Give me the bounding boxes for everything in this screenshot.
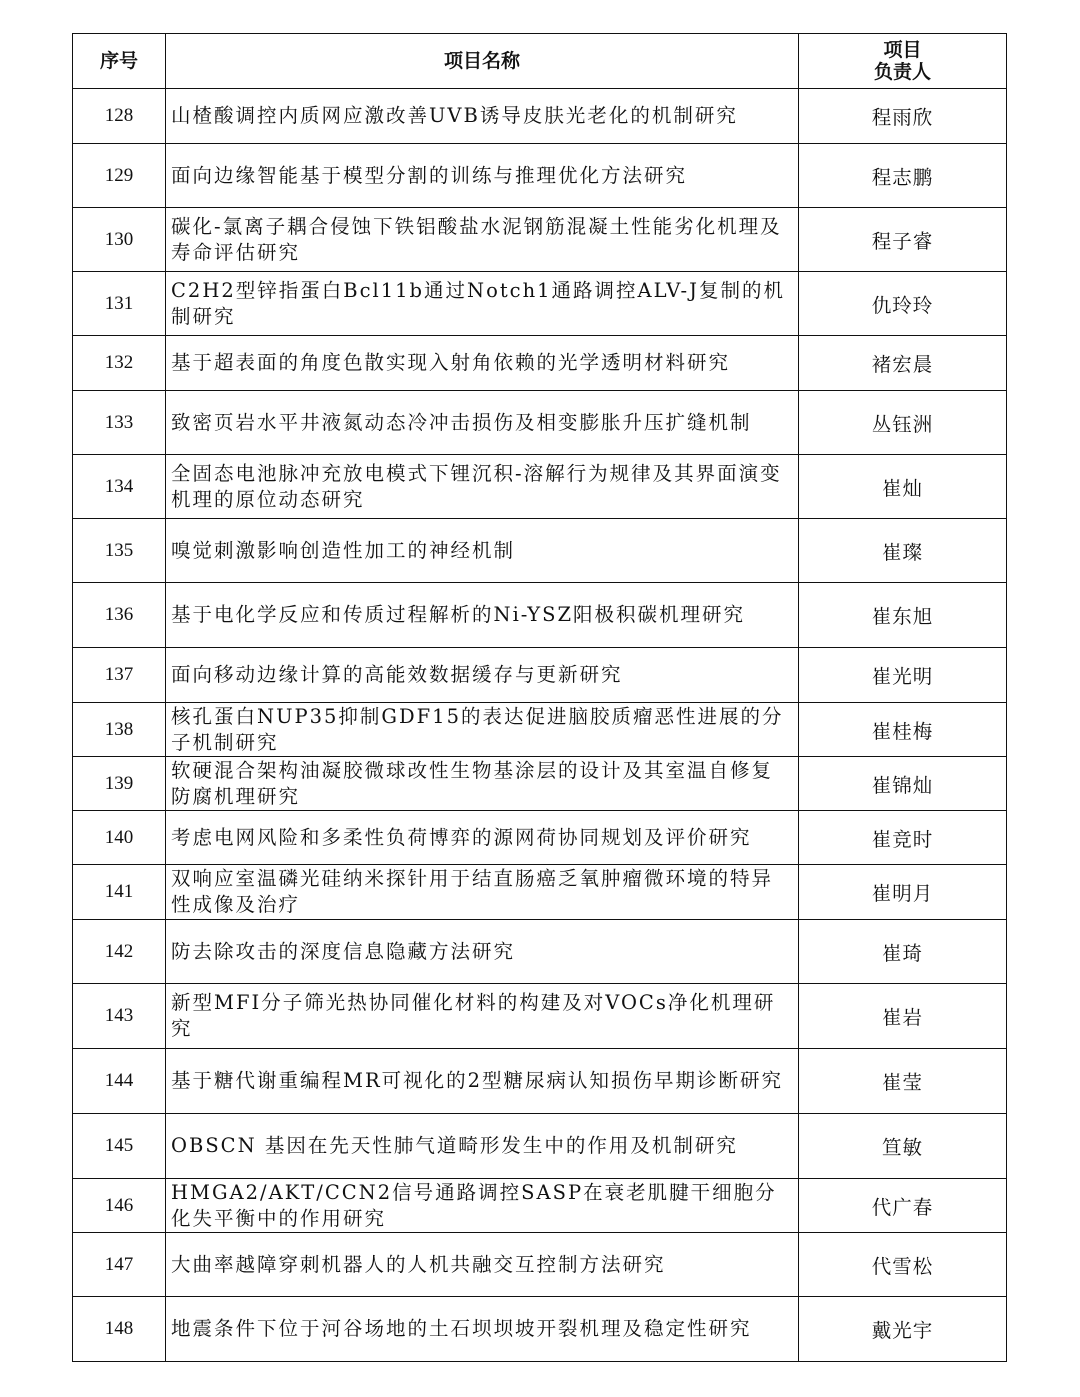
row-serial-number: 139: [73, 757, 166, 811]
table-row: [73, 455, 1007, 519]
table-row: [73, 208, 1007, 272]
row-project-lead: 崔光明: [799, 648, 1007, 703]
row-project-lead: 褚宏晨: [799, 336, 1007, 391]
row-serial-number: 133: [73, 391, 166, 455]
row-serial-number: 132: [73, 336, 166, 391]
header-project-lead-line1: 项目: [883, 39, 922, 61]
row-project-lead: 崔明月: [799, 865, 1007, 920]
row-project-lead: 代雪松: [799, 1233, 1007, 1297]
row-project-name: 双响应室温磷光硅纳米探针用于结直肠癌乏氧肿瘤微环境的特异性成像及治疗: [166, 865, 799, 920]
row-project-name: 软硬混合架构油凝胶微球改性生物基涂层的设计及其室温自修复防腐机理研究: [166, 757, 799, 811]
row-serial-number: 130: [73, 208, 166, 272]
table-row: [73, 391, 1007, 455]
table-row: [73, 1297, 1007, 1362]
row-project-name: 碳化-氯离子耦合侵蚀下铁铝酸盐水泥钢筋混凝土性能劣化机理及寿命评估研究: [166, 208, 799, 272]
table-row: [73, 89, 1007, 144]
table-row: [73, 1233, 1007, 1297]
table-row: [73, 811, 1007, 865]
table-row: [73, 757, 1007, 811]
table-row: [73, 1049, 1007, 1114]
row-project-lead: 程子睿: [799, 208, 1007, 272]
table-row: [73, 336, 1007, 391]
row-serial-number: 135: [73, 519, 166, 583]
table-row: [73, 144, 1007, 208]
row-project-name: 嗅觉刺激影响创造性加工的神经机制: [166, 519, 799, 583]
row-project-lead: 戴光宇: [799, 1297, 1007, 1362]
row-project-lead: 丛钰洲: [799, 391, 1007, 455]
row-project-name: 基于糖代谢重编程MR可视化的2型糖尿病认知损伤早期诊断研究: [166, 1049, 799, 1114]
project-table: [72, 33, 1007, 1362]
row-project-lead: 崔灿: [799, 455, 1007, 519]
row-project-name: 考虑电网风险和多柔性负荷博弈的源网荷协同规划及评价研究: [166, 811, 799, 865]
header-project-lead-line2: 负责人: [873, 61, 931, 83]
table-row: [73, 583, 1007, 648]
row-project-name: 面向移动边缘计算的高能效数据缓存与更新研究: [166, 648, 799, 703]
row-project-lead: 崔琦: [799, 920, 1007, 984]
row-serial-number: 141: [73, 865, 166, 920]
table-row: [73, 272, 1007, 336]
row-serial-number: 129: [73, 144, 166, 208]
row-project-lead: 崔莹: [799, 1049, 1007, 1114]
row-project-name: 核孔蛋白NUP35抑制GDF15的表达促进脑胶质瘤恶性进展的分子机制研究: [166, 703, 799, 757]
row-serial-number: 128: [73, 89, 166, 144]
row-project-name: 面向边缘智能基于模型分割的训练与推理优化方法研究: [166, 144, 799, 208]
row-project-lead: 仇玲玲: [799, 272, 1007, 336]
row-serial-number: 144: [73, 1049, 166, 1114]
row-serial-number: 143: [73, 984, 166, 1049]
row-project-lead: 程志鹏: [799, 144, 1007, 208]
row-serial-number: 142: [73, 920, 166, 984]
row-project-lead: 崔竞时: [799, 811, 1007, 865]
row-project-name: HMGA2/AKT/CCN2信号通路调控SASP在衰老肌腱干细胞分化失平衡中的作用研究: [166, 1179, 799, 1233]
header-serial-number: 序号: [73, 34, 166, 89]
row-serial-number: 137: [73, 648, 166, 703]
row-project-name: 防去除攻击的深度信息隐藏方法研究: [166, 920, 799, 984]
row-serial-number: 147: [73, 1233, 166, 1297]
row-serial-number: 138: [73, 703, 166, 757]
row-project-name: 大曲率越障穿刺机器人的人机共融交互控制方法研究: [166, 1233, 799, 1297]
row-project-name: 地震条件下位于河谷场地的土石坝坝坡开裂机理及稳定性研究: [166, 1297, 799, 1362]
row-serial-number: 145: [73, 1114, 166, 1179]
row-project-name: 山楂酸调控内质网应激改善UVB诱导皮肤光老化的机制研究: [166, 89, 799, 144]
table-row: [73, 648, 1007, 703]
row-serial-number: 136: [73, 583, 166, 648]
row-project-lead: 代广春: [799, 1179, 1007, 1233]
row-serial-number: 134: [73, 455, 166, 519]
row-serial-number: 131: [73, 272, 166, 336]
row-serial-number: 148: [73, 1297, 166, 1362]
row-project-name: 基于超表面的角度色散实现入射角依赖的光学透明材料研究: [166, 336, 799, 391]
row-project-name: 致密页岩水平井液氮动态冷冲击损伤及相变膨胀升压扩缝机制: [166, 391, 799, 455]
row-project-name: 基于电化学反应和传质过程解析的Ni-YSZ阳极积碳机理研究: [166, 583, 799, 648]
row-serial-number: 146: [73, 1179, 166, 1233]
row-project-lead: 崔锦灿: [799, 757, 1007, 811]
table-row: [73, 519, 1007, 583]
table-row: [73, 920, 1007, 984]
header-project-name: 项目名称: [166, 34, 799, 89]
row-project-name: C2H2型锌指蛋白Bcl11b通过Notch1通路调控ALV-J复制的机制研究: [166, 272, 799, 336]
row-project-name: 新型MFI分子筛光热协同催化材料的构建及对VOCs净化机理研究: [166, 984, 799, 1049]
table-row: [73, 703, 1007, 757]
row-serial-number: 140: [73, 811, 166, 865]
table-row: [73, 984, 1007, 1049]
table-row: [73, 1114, 1007, 1179]
table-header-row: [73, 34, 1007, 89]
table-row: [73, 1179, 1007, 1233]
row-project-lead: 崔璨: [799, 519, 1007, 583]
row-project-lead: 崔桂梅: [799, 703, 1007, 757]
table-row: [73, 865, 1007, 920]
row-project-name: 全固态电池脉冲充放电模式下锂沉积-溶解行为规律及其界面演变机理的原位动态研究: [166, 455, 799, 519]
row-project-lead: 崔东旭: [799, 583, 1007, 648]
row-project-lead: 笪敏: [799, 1114, 1007, 1179]
header-project-lead: [799, 34, 1007, 89]
row-project-name: OBSCN 基因在先天性肺气道畸形发生中的作用及机制研究: [166, 1114, 799, 1179]
row-project-lead: 程雨欣: [799, 89, 1007, 144]
row-project-lead: 崔岩: [799, 984, 1007, 1049]
